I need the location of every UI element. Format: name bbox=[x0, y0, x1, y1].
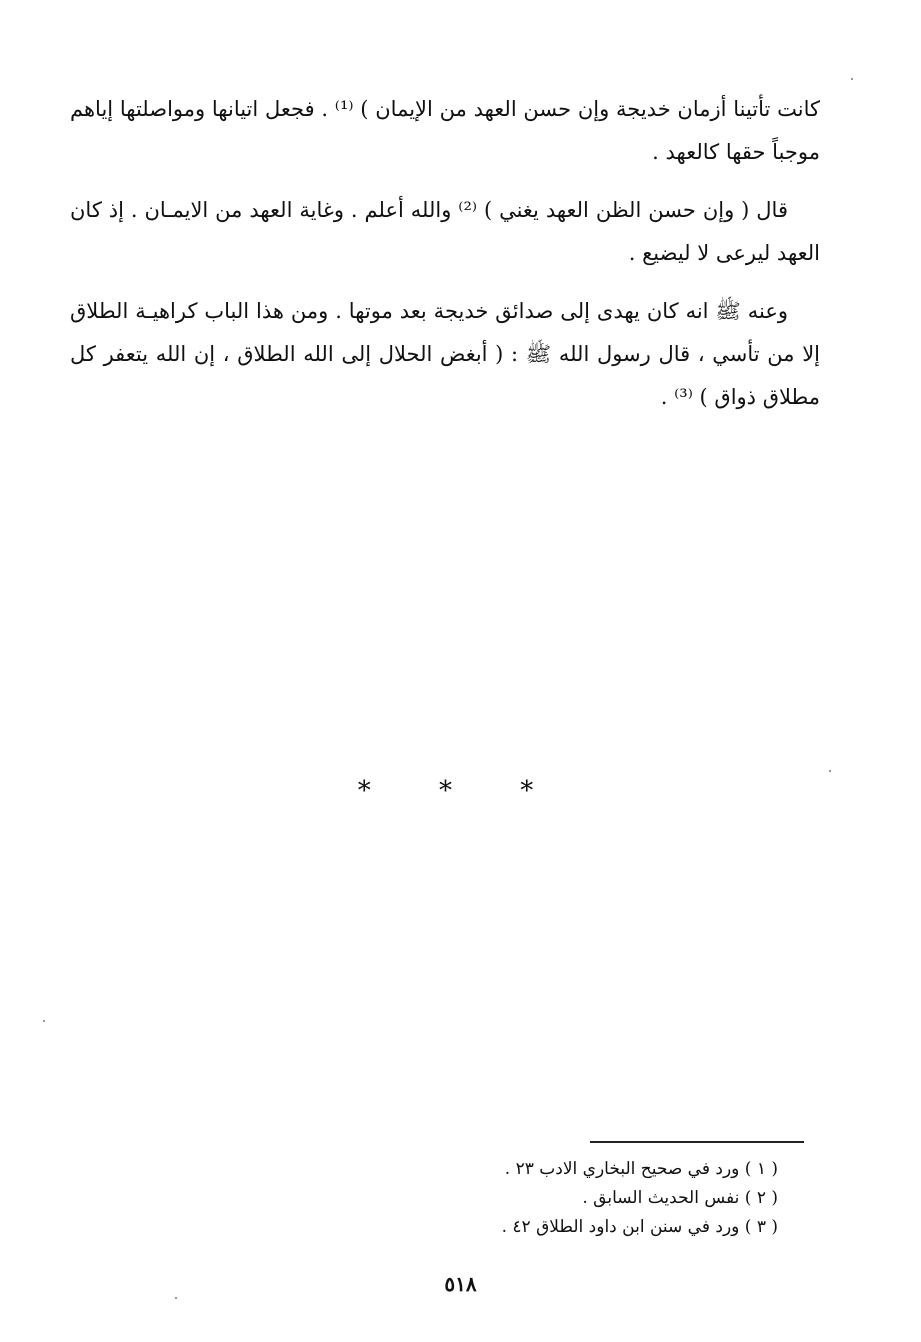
paragraph-2: قال ( وإن حسن الظن العهد يغني ) ⁽²⁾ والله أعلم . وغاية العهد من الايمـان . إذ كان العهد ليرعى لا ليضيع . bbox=[70, 198, 820, 265]
scan-speck bbox=[43, 1020, 45, 1022]
body-text bbox=[70, 88, 820, 434]
page-number: ٥١٨ bbox=[444, 1272, 477, 1296]
footnote-divider bbox=[590, 1141, 804, 1143]
paragraph-3: وعنه ﷺ انه كان يهدى إلى صدائق خديجة بعد موتها . ومن هذا الباب كراهيـة الطلاق إلا من تأسي ، قال رسول الله ﷺ : ( أبغض الحلال إلى الله الطلاق ، إن الله يتعفر كل مطلاق ذواق ) ⁽³⁾ . bbox=[70, 299, 820, 409]
footnote-3: ( ٣ ) ورد في سنن ابن داود الطلاق ٤٢ . bbox=[501, 1217, 778, 1237]
scan-speck bbox=[829, 770, 831, 772]
footnote-2: ( ٢ ) نفس الحديث السابق . bbox=[582, 1188, 778, 1208]
scan-speck bbox=[175, 1297, 177, 1299]
footnote-1: ( ١ ) ورد في صحيح البخاري الادب ٢٣ . bbox=[504, 1159, 778, 1179]
paragraph-1: كانت تأتينا أزمان خديجة وإن حسن العهد من الإيمان ) ⁽¹⁾ . فجعل اتيانها ومواصلتها إياهم موجباً حقها كالعهد . bbox=[70, 97, 821, 164]
section-separator: * * * bbox=[357, 776, 564, 806]
scan-speck bbox=[851, 78, 853, 80]
footnotes bbox=[400, 1155, 778, 1242]
